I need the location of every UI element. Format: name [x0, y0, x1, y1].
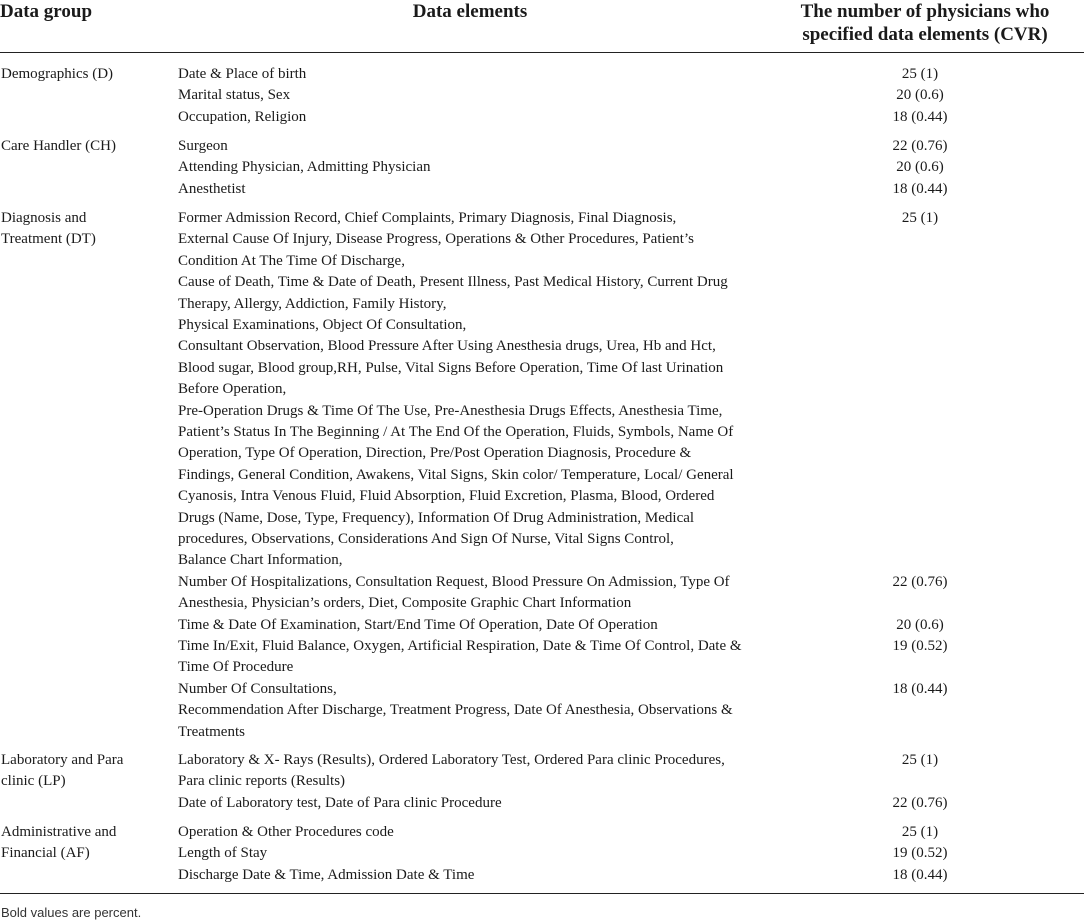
header-physician-count: [770, 0, 1080, 46]
data-group-label: clinic (LP): [1, 773, 66, 790]
data-element-text: Number Of Hospitalizations, Consultation Request, Blood Pressure On Admission, Type Of: [178, 573, 730, 590]
data-group-label: Financial (AF): [1, 845, 90, 862]
physician-count-cvr: 18 (0.44): [892, 866, 948, 883]
data-element-text: Anesthesia, Physician’s orders, Diet, Composite Graphic Chart Information: [178, 595, 632, 612]
data-group-label: Diagnosis and: [1, 210, 87, 226]
header-data-group: Data group: [0, 1, 93, 22]
data-element-text: Therapy, Allergy, Addiction, Family History,: [178, 295, 447, 312]
data-element-text: Operation, Type Of Operation, Direction, Pre/Post Operation Diagnosis, Procedure &: [178, 445, 692, 462]
physician-count-cvr: 19 (0.52): [892, 845, 948, 862]
physician-count-cvr: 20 (0.6): [896, 87, 944, 104]
data-element-text: Date & Place of birth: [178, 66, 307, 82]
physician-count-cvr: 22 (0.76): [892, 573, 948, 590]
physician-count-cvr: 18 (0.44): [892, 180, 948, 197]
data-element-text: Pre-Operation Drugs & Time Of The Use, Pre-Anesthesia Drugs Effects, Anesthesia Time,: [178, 402, 723, 419]
data-element-text: procedures, Observations, Considerations And Sign Of Nurse, Vital Signs Control,: [178, 531, 674, 547]
data-element-text: External Cause Of Injury, Disease Progress, Operations & Other Procedures, Patient’s: [178, 231, 694, 248]
data-element-text: Treatments: [178, 723, 245, 740]
data-group-label: Demographics (D): [1, 66, 114, 82]
data-element-text: Surgeon: [178, 138, 228, 154]
header-physician-count-line2: specified data elements (CVR): [802, 24, 1048, 45]
data-element-text: Drugs (Name, Dose, Type, Frequency), Information Of Drug Administration, Medical: [178, 509, 695, 526]
data-element-text: Anesthetist: [178, 180, 246, 197]
data-element-text: Condition At The Time Of Discharge,: [178, 252, 405, 269]
data-element-text: Before Operation,: [178, 381, 287, 398]
data-element-text: Findings, General Condition, Awakens, Vital Signs, Skin color/ Temperature, Local/ General: [178, 466, 734, 483]
physician-count-cvr: 25 (1): [901, 210, 939, 226]
data-element-text: Blood sugar, Blood group,RH, Pulse, Vital Signs Before Operation, Time Of last Urination: [178, 359, 724, 376]
data-group-label: Care Handler (CH): [1, 138, 116, 154]
data-element-text: Occupation, Religion: [178, 108, 307, 125]
data-element-text: Attending Physician, Admitting Physician: [178, 159, 431, 176]
data-element-text: Date of Laboratory test, Date of Para clinic Procedure: [178, 794, 502, 811]
data-element-text: Number Of Consultations,: [178, 680, 337, 697]
data-element-text: Time Of Procedure: [178, 659, 294, 676]
data-group-label: Treatment (DT): [1, 231, 96, 248]
physician-count-cvr: 22 (0.76): [892, 794, 948, 811]
physician-count-cvr: 20 (0.6): [896, 159, 944, 176]
physician-count-cvr: 18 (0.44): [892, 680, 948, 697]
data-element-text: Former Admission Record, Chief Complaints, Primary Diagnosis, Final Diagnosis,: [178, 210, 677, 226]
physician-count-cvr: 22 (0.76): [892, 138, 948, 154]
data-element-text: Balance Chart Information,: [178, 552, 343, 569]
data-element-text: Para clinic reports (Results): [178, 773, 346, 790]
data-element-text: Recommendation After Discharge, Treatment Progress, Date Of Anesthesia, Observations &: [178, 702, 733, 719]
data-element-text: Time In/Exit, Fluid Balance, Oxygen, Artificial Respiration, Date & Time Of Control, Date &: [178, 638, 742, 654]
data-element-text: Time & Date Of Examination, Start/End Time Of Operation, Date Of Operation: [178, 616, 658, 633]
physician-count-cvr: 18 (0.44): [892, 108, 948, 125]
data-group-label: Administrative and: [1, 824, 117, 840]
data-element-text: Patient’s Status In The Beginning / At The End Of the Operation, Fluids, Symbols, Name Of: [178, 424, 734, 440]
table-footnote: Bold values are percent.: [1, 905, 142, 920]
data-element-text: Marital status, Sex: [178, 87, 291, 104]
table-bottom-rule: [0, 893, 1084, 894]
header-rule: [0, 52, 1084, 53]
data-group-label: Laboratory and Para: [1, 752, 124, 768]
physician-count-cvr: 25 (1): [901, 824, 939, 840]
data-element-text: Laboratory & X- Rays (Results), Ordered Laboratory Test, Ordered Para clinic Procedures,: [178, 752, 725, 768]
header-physician-count-line1: The number of physicians who: [800, 1, 1050, 22]
header-data-elements: Data elements: [412, 1, 528, 22]
data-element-text: Operation & Other Procedures code: [178, 824, 394, 840]
data-element-text: Length of Stay: [178, 845, 268, 862]
data-element-text: Physical Examinations, Object Of Consultation,: [178, 317, 467, 333]
physician-count-cvr: 19 (0.52): [892, 638, 948, 654]
data-element-text: Cause of Death, Time & Date of Death, Present Illness, Past Medical History, Current Drug: [178, 274, 728, 291]
physician-count-cvr: 20 (0.6): [896, 616, 944, 633]
physician-count-cvr: 25 (1): [901, 752, 939, 768]
data-element-text: Cyanosis, Intra Venous Fluid, Fluid Absorption, Fluid Excretion, Plasma, Blood, Ordered: [178, 488, 715, 505]
data-element-text: Consultant Observation, Blood Pressure After Using Anesthesia drugs, Urea, Hb and Hct,: [178, 338, 716, 355]
physician-count-cvr: 25 (1): [901, 66, 939, 82]
data-element-text: Discharge Date & Time, Admission Date & Time: [178, 866, 475, 883]
